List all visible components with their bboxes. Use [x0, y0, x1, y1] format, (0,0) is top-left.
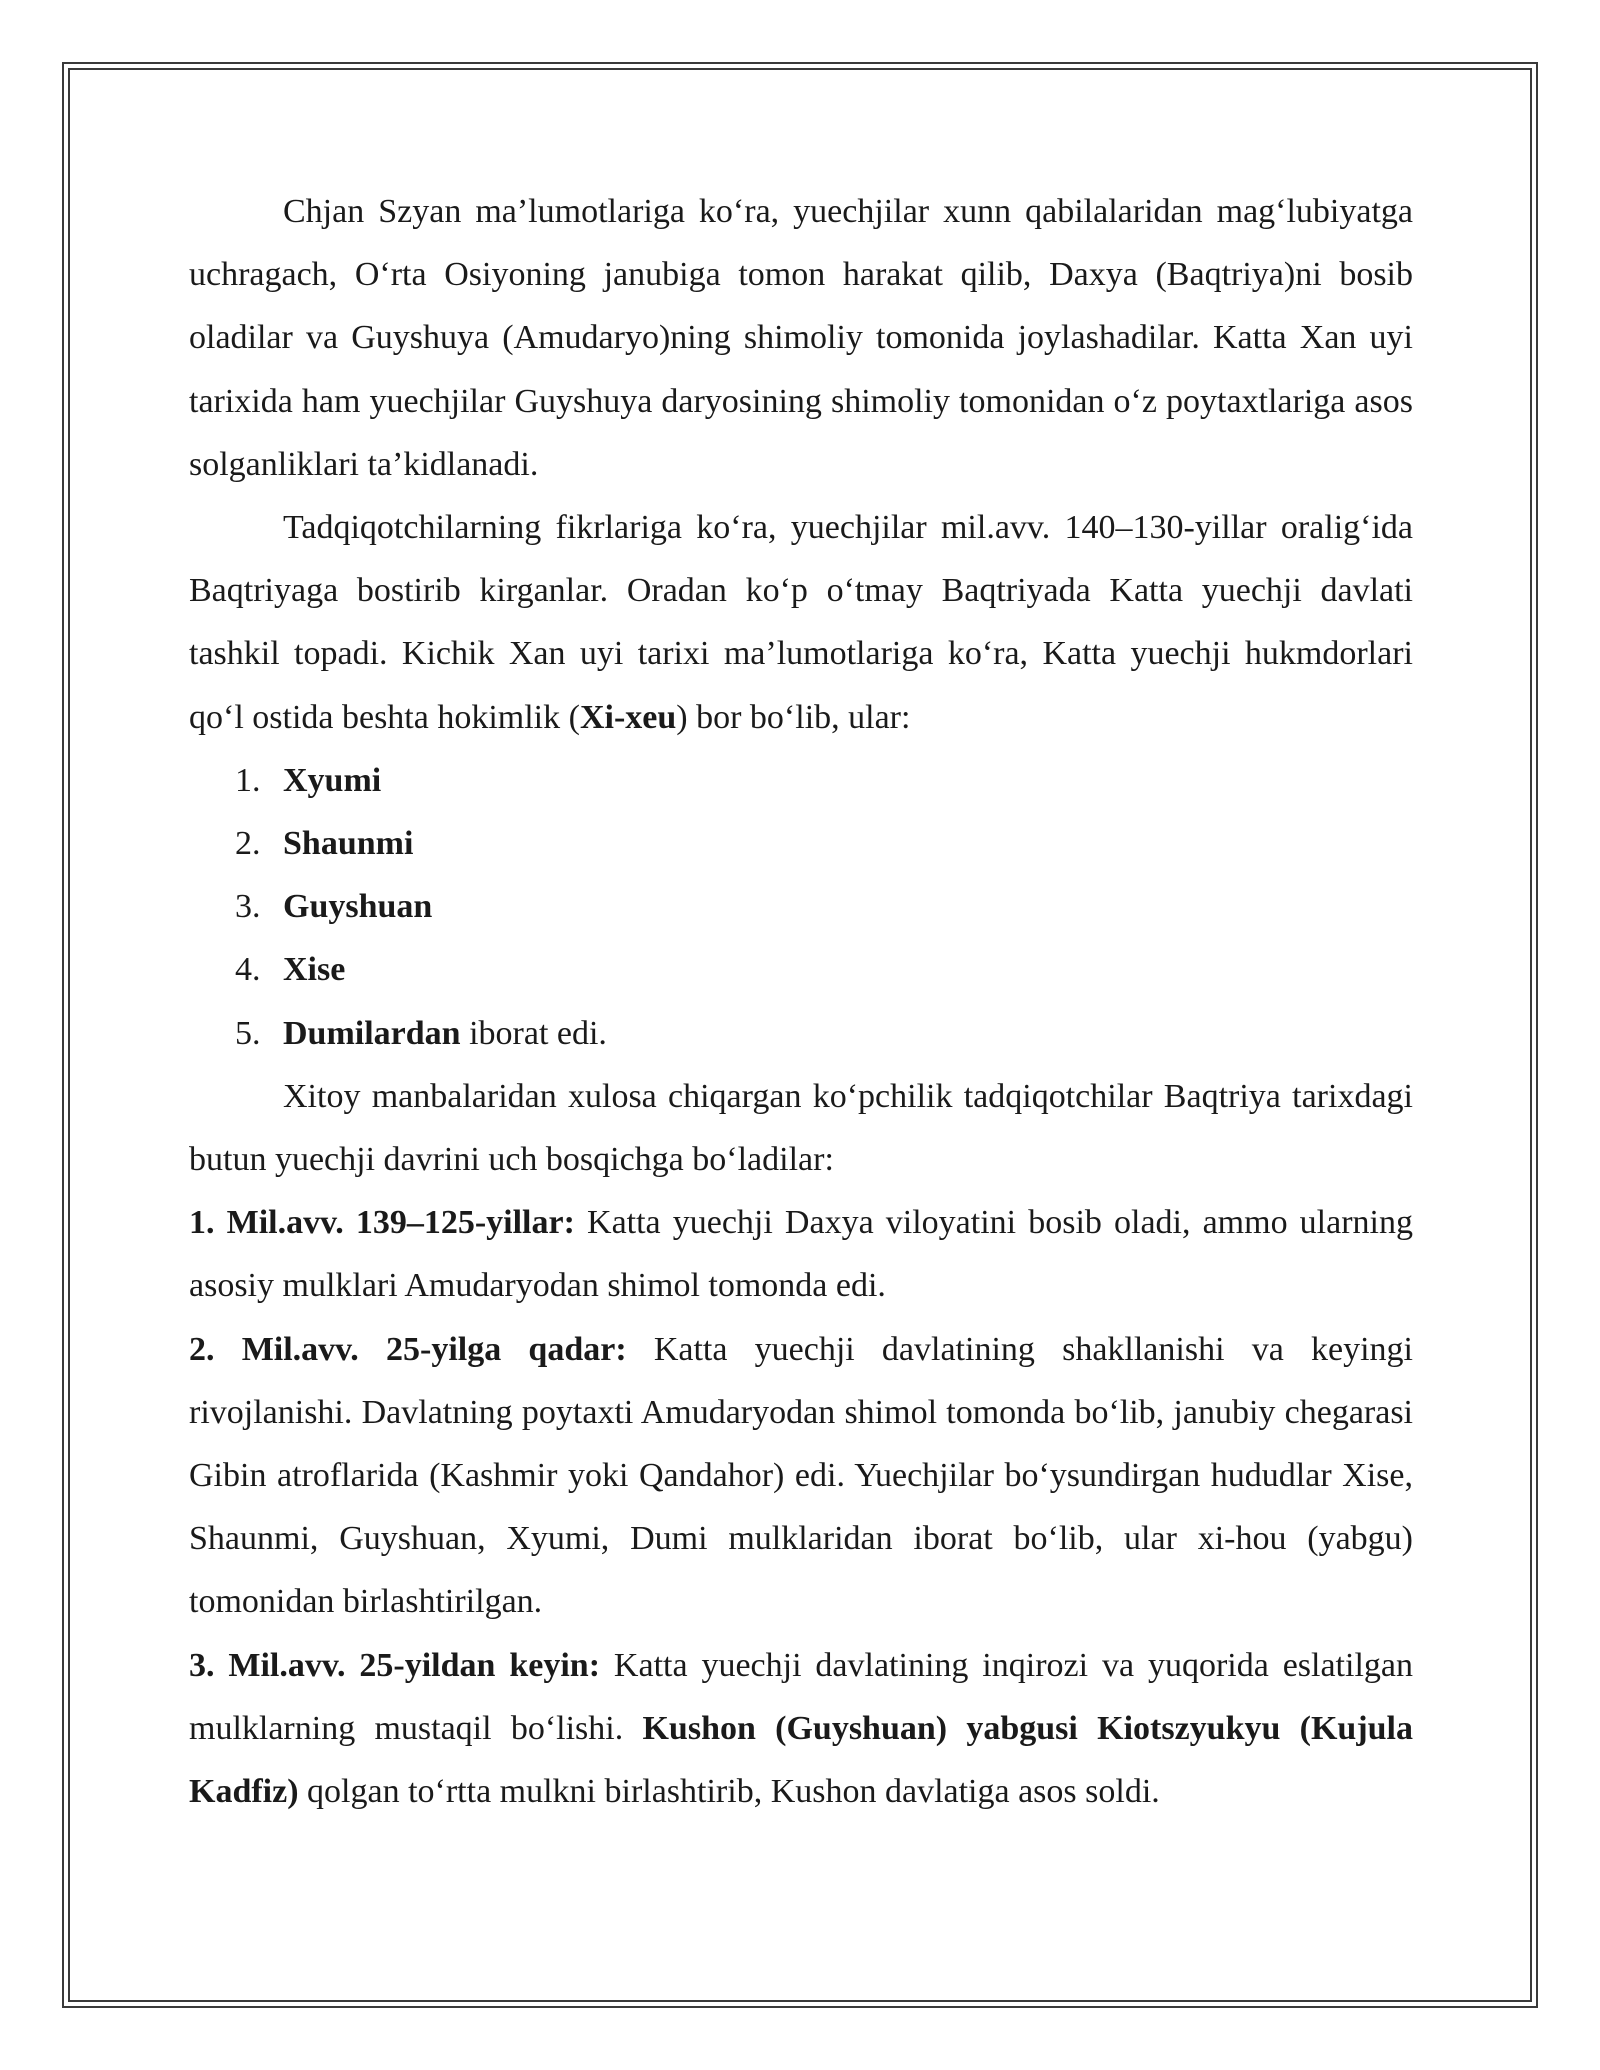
- stage-text: Katta yuechji Daxya viloyatini bosib oladi, ammo ularning asosiy mulklari Amudaryodan shimol tomonda edi.: [189, 1204, 1413, 1305]
- paragraph-chinese-sources: Xitoy manbalaridan xulosa chiqargan ko‘pchilik tadqiqotchilar Baqtriya tarixdagi butun yuechji davrini uch bosqichga bo‘ladilar:: [189, 1077, 1413, 1179]
- paragraph-researchers-tail: ) bor bo‘lib, ular:: [676, 698, 911, 736]
- paragraph-researchers: [189, 496, 1413, 749]
- list-item-number: 3.: [235, 888, 261, 926]
- list-item-name: Dumilardan: [283, 1014, 461, 1052]
- list-item: [189, 1002, 1413, 1065]
- list-item-name: Xyumi: [283, 761, 382, 799]
- stage-3: [189, 1634, 1413, 1824]
- list-item-suffix: iborat edi.: [460, 1014, 607, 1052]
- term-xi-xeu: Xi-xeu: [579, 698, 677, 736]
- stage-text: Katta yuechji davlatining shakllanishi va keyingi rivojlanishi. Davlatning poytaxti Amudaryodan shimol tomonda bo‘lib, janubiy chegarasi Gibin atroflarida (Kashmir yoki Qandahor) edi. Yuechjilar bo‘ysundirgan hududlar Xise, Shaunmi, Guyshuan, Xyumi, Dumi mulklaridan iborat bo‘lib, ular xi-hou (yabgu) tomonidan birlashtirilgan.: [189, 1330, 1413, 1621]
- list-item-number: 1.: [235, 761, 261, 799]
- list-item: [189, 812, 1413, 875]
- list-item-name: Xise: [283, 951, 346, 989]
- stage-tail: qolgan to‘rtta mulkni birlashtirib, Kushon davlatiga asos soldi.: [298, 1773, 1160, 1811]
- stage-1: [189, 1191, 1413, 1317]
- list-item: [189, 749, 1413, 812]
- list-item-number: 2.: [235, 825, 261, 863]
- list-item-name: Guyshuan: [283, 888, 433, 926]
- list-item-number: 5.: [235, 1014, 261, 1052]
- list-item-name: Shaunmi: [283, 825, 414, 863]
- stage-2: [189, 1318, 1413, 1634]
- list-item-number: 4.: [235, 951, 261, 989]
- principalities-list: [189, 749, 1413, 1065]
- stage-title: 2. Mil.avv. 25-yilga qadar:: [189, 1330, 627, 1368]
- document-body: [189, 180, 1413, 1823]
- paragraph-chjan-szyan: Chjan Szyan ma’lumotlariga ko‘ra, yuechjilar xunn qabilalaridan mag‘lubiyatga uchragach, O‘rta Osiyoning janubiga tomon harakat qilib, Daxya (Baqtriya)ni bosib oladilar va Guyshuya (Amudaryo)ning shimoliy tomonida joylashadilar. Katta Xan uyi tarixida ham yuechjilar Guyshuya daryosining shimoliy tomonidan o‘z poytaxtlariga asos solganliklari ta’kidlanadi.: [189, 193, 1413, 483]
- paragraph-researchers-text: Tadqiqotchilarning fikrlariga ko‘ra, yuechjilar mil.avv. 140–130-yillar oralig‘ida Baqtriyaga bostirib kirganlar. Oradan ko‘p o‘tmay Baqtriyada Katta yuechji davlati tashkil topadi. Kichik Xan uyi tarixi ma’lumotlariga ko‘ra, Katta yuechji hukmdorlari qo‘l ostida beshta hokimlik (: [189, 509, 1413, 736]
- stage-title: 3. Mil.avv. 25-yildan keyin:: [189, 1646, 601, 1684]
- stage-title: 1. Mil.avv. 139–125-yillar:: [189, 1204, 575, 1242]
- stage-text: Katta yuechji davlatining inqirozi va yuqorida eslatilgan mulklarning mustaqil bo‘lishi.: [189, 1646, 1413, 1747]
- list-item: [189, 938, 1413, 1001]
- list-item: [189, 875, 1413, 938]
- stage-bold-phrase: Kushon (Guyshuan) yabgusi Kiotszyukyu (Kujula Kadfiz): [189, 1709, 1414, 1811]
